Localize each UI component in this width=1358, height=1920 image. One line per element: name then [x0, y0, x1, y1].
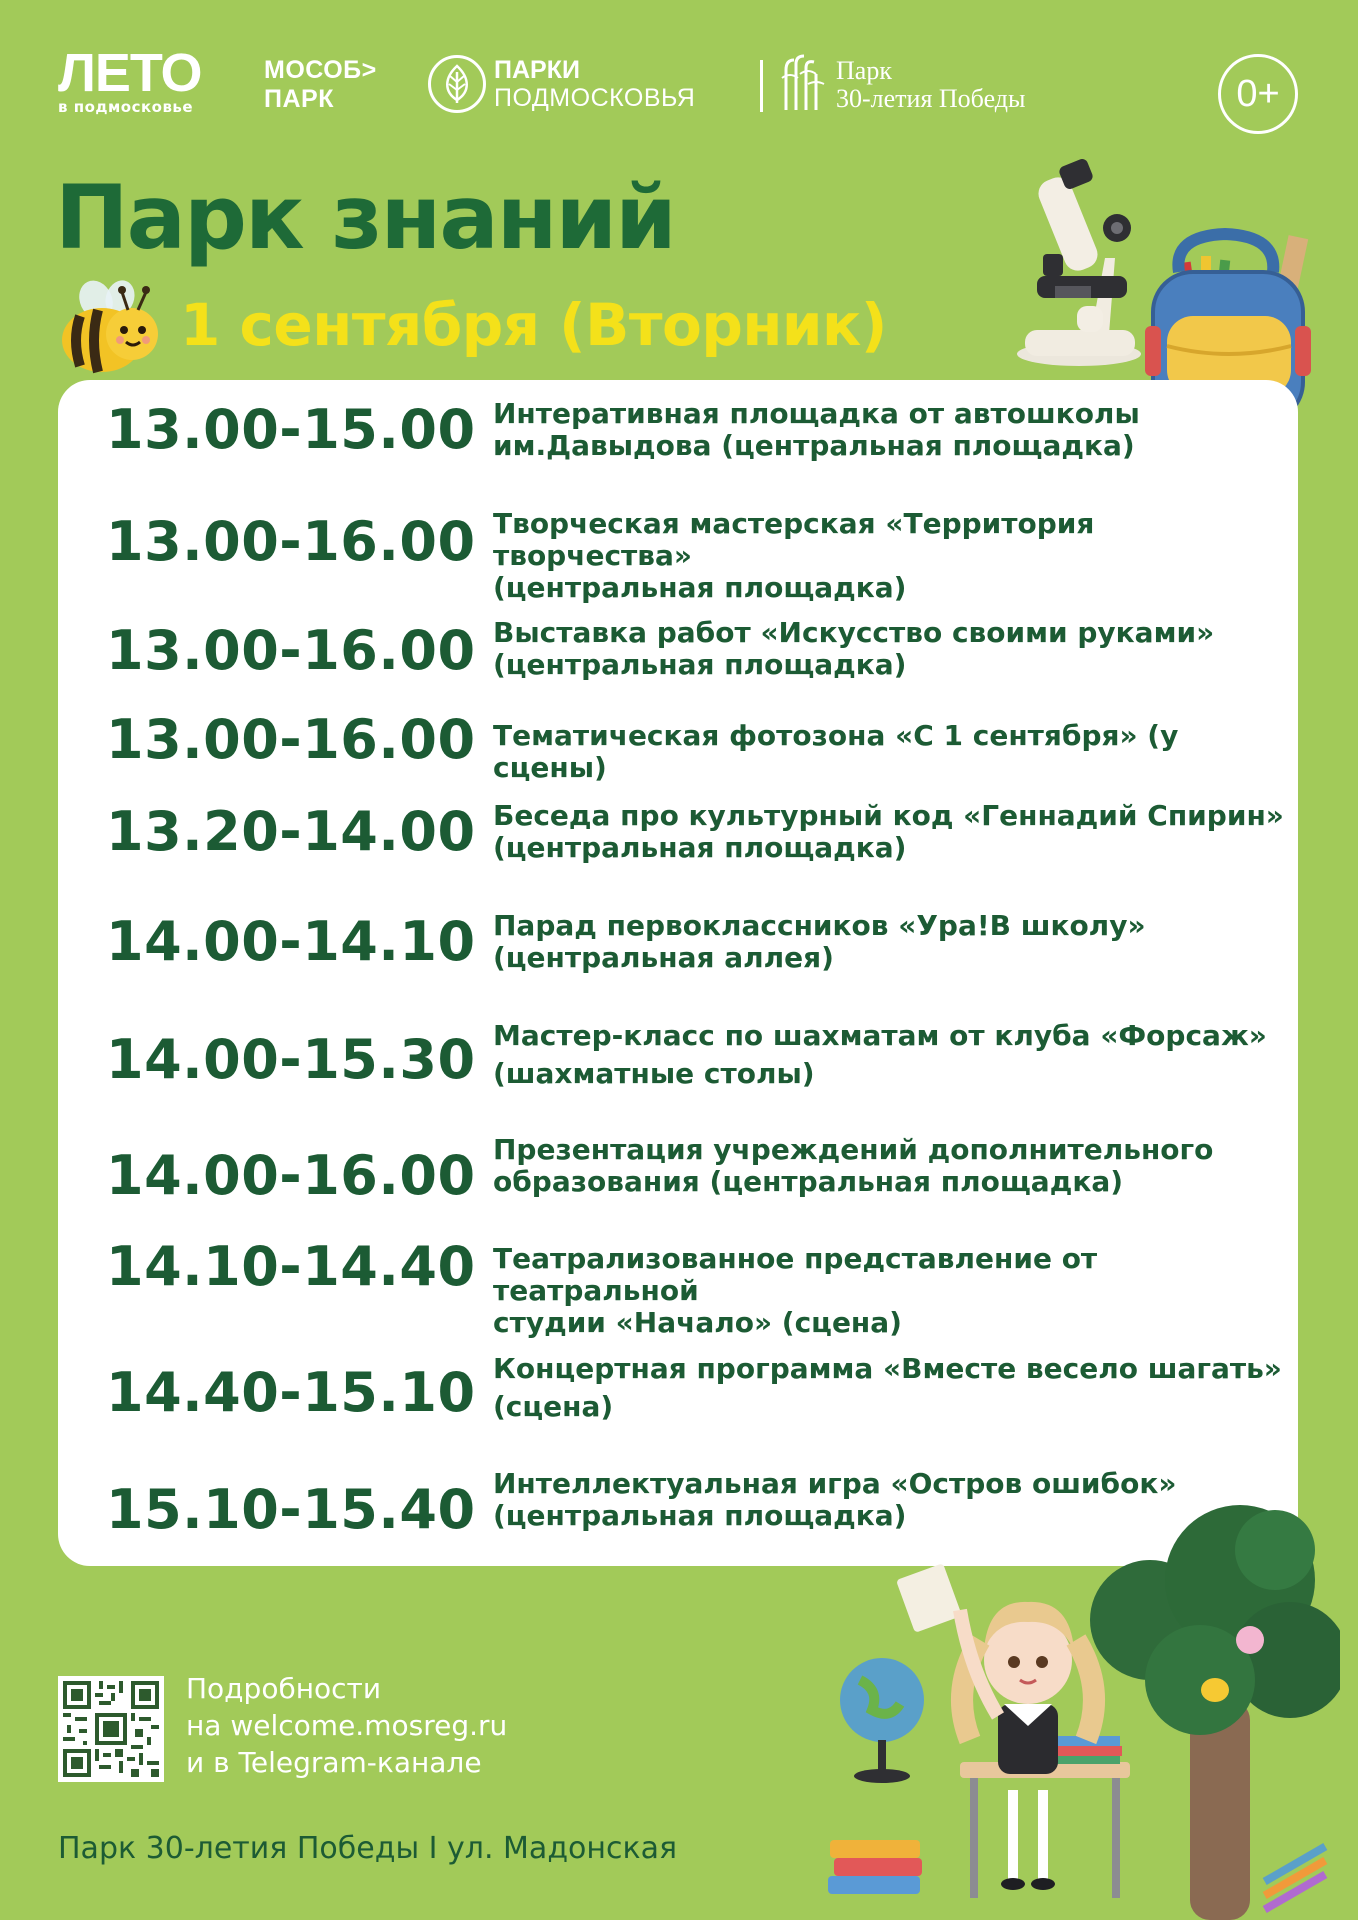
event-description-line: Творческая мастерская «Территория творчества» [493, 507, 1095, 572]
info-line: и в Telegram-канале [186, 1746, 482, 1779]
event-description-line: им.Давыдова (центральная площадка) [493, 429, 1135, 462]
more-info-text [186, 1670, 507, 1781]
event-description [493, 398, 1293, 462]
event-description-line: (центральная площадка) [493, 571, 907, 604]
event-description [493, 800, 1293, 864]
event-description-line: (центральная аллея) [493, 941, 834, 974]
event-description-line: (сцена) [493, 1390, 614, 1423]
event-time: 13.20-14.00 [106, 800, 476, 863]
event-time: 14.10-14.40 [106, 1235, 476, 1298]
schoolgirl-illustration [820, 1490, 1340, 1920]
microscope-icon [1005, 158, 1145, 368]
parki-logo-line2: ПОДМОСКОВЬЯ [494, 84, 696, 112]
schedule-card [58, 380, 1298, 1566]
mosobl-park-logo [264, 56, 377, 114]
page-title: Парк знаний [55, 166, 675, 269]
event-description [493, 1020, 1293, 1090]
info-link[interactable]: на welcome.mosreg.ru [186, 1709, 508, 1742]
leto-logo [58, 43, 202, 116]
event-description-line: (центральная площадка) [493, 648, 907, 681]
bee-icon [58, 278, 162, 374]
event-description [493, 1353, 1293, 1423]
parki-podmoskovya-logo [428, 55, 695, 113]
info-line: Подробности [186, 1672, 382, 1705]
qr-code-icon[interactable] [58, 1676, 164, 1782]
event-description-line: (центральная площадка) [493, 831, 907, 864]
leto-logo-main: ЛЕТО [58, 43, 202, 103]
leto-logo-sub: в подмосковье [58, 98, 194, 116]
event-description-line: (центральная площадка) [493, 1499, 907, 1532]
event-time: 13.00-16.00 [106, 510, 476, 573]
park30-logo-line1: Парк [836, 56, 892, 85]
event-time: 14.00-15.30 [106, 1028, 476, 1091]
mosobl-logo-line2: ПАРК [264, 85, 334, 113]
birch-icon [780, 54, 826, 116]
event-time: 14.00-14.10 [106, 910, 476, 973]
event-description-line: (шахматные столы) [493, 1057, 815, 1090]
event-description [493, 720, 1293, 784]
event-description [493, 910, 1293, 974]
park-30-logo [780, 54, 1025, 116]
event-date: 1 сентября (Вторник) [180, 291, 887, 359]
event-description-line: образования (центральная площадка) [493, 1165, 1124, 1198]
event-description-line: Парад первоклассников «Ура!В школу» [493, 909, 1146, 942]
event-description [493, 1243, 1293, 1339]
event-description-line: Беседа про культурный код «Геннадий Спирин» [493, 799, 1284, 832]
event-description-line: Тематическая фотозона «С 1 сентября» (у сцены) [493, 719, 1179, 784]
event-description-line: Театрализованное представление от театральной [493, 1242, 1098, 1307]
event-description-line: Концертная программа «Вместе весело шагать» [493, 1352, 1282, 1385]
leaf-icon [428, 55, 486, 113]
event-description-line: Мастер-класс по шахматам от клуба «Форсаж» [493, 1019, 1267, 1052]
event-description-line: студии «Начало» (сцена) [493, 1306, 902, 1339]
park30-logo-line2: 30-летия Победы [836, 84, 1026, 113]
parki-logo-line1: ПАРКИ [494, 56, 580, 84]
event-description-line: Презентация учреждений дополнительного [493, 1133, 1214, 1166]
mosobl-logo-line1: МОСОБ> [264, 56, 377, 84]
event-description-line: Выставка работ «Искусство своими руками» [493, 616, 1215, 649]
event-description [493, 1134, 1293, 1198]
event-description-line: Интеративная площадка от автошколы [493, 397, 1140, 430]
event-time: 15.10-15.40 [106, 1478, 476, 1541]
age-rating-badge: 0+ [1218, 54, 1298, 134]
event-description-line: Интеллектуальная игра «Остров ошибок» [493, 1467, 1177, 1500]
event-description [493, 617, 1293, 681]
event-time: 14.40-15.10 [106, 1361, 476, 1424]
event-time: 13.00-16.00 [106, 619, 476, 682]
event-time: 13.00-16.00 [106, 708, 476, 771]
park-address: Парк 30-летия Победы I ул. Мадонская [58, 1831, 678, 1866]
event-time: 13.00-15.00 [106, 398, 476, 461]
event-description [493, 508, 1293, 604]
event-time: 14.00-16.00 [106, 1144, 476, 1207]
logo-divider [760, 60, 763, 112]
